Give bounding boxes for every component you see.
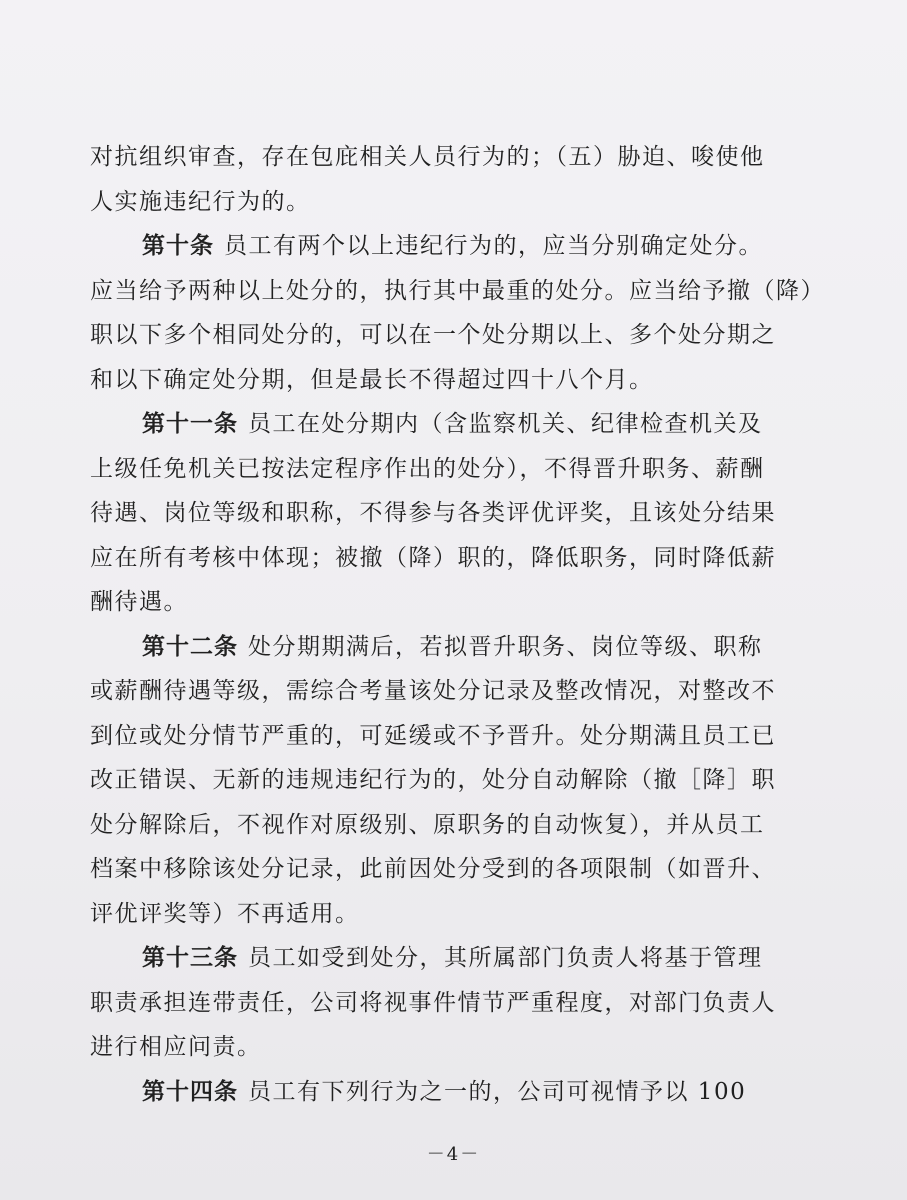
text-line: 员工在处分期内（含监察机关、纪律检查机关及 (248, 411, 763, 437)
paragraph (90, 135, 815, 224)
text-line: 员工有下列行为之一的，公司可视情予以 100 (248, 1078, 747, 1105)
article-heading: 第十三条 (142, 945, 238, 971)
text-line: 对抗组织审查，存在包庇相关人员行为的；（五）胁迫、唆使他 (90, 144, 765, 170)
text-line: 改正错误、无新的违规违纪行为的，处分自动解除（撤［降］职 (90, 767, 776, 793)
text-line: 应在所有考核中体现；被撤（降）职的，降低职务，同时降低薪 (90, 544, 776, 571)
text-line: 待遇、岗位等级和职称，不得参与各类评优评奖，且该处分结果 (90, 500, 776, 526)
text-line: 员工如受到处分，其所属部门负责人将基于管理 (248, 945, 763, 971)
article-13 (90, 936, 815, 1070)
text-line: 处分解除后，不视作对原级别、原职务的自动恢复），并从员工 (90, 811, 765, 838)
document-body (90, 135, 825, 1114)
text-line: 员工有两个以上违纪行为的，应当分别确定处分。 (224, 233, 763, 259)
article-heading: 第十条 (142, 233, 214, 259)
text-line: 职责承担连带责任，公司将视事件情节严重程度，对部门负责人 (90, 989, 776, 1016)
article-heading: 第十一条 (142, 411, 238, 437)
text-line: 或薪酬待遇等级，需综合考量该处分记录及整改情况，对整改不 (90, 678, 776, 704)
text-line: 酬待遇。 (90, 589, 188, 615)
article-heading: 第十四条 (142, 1078, 238, 1105)
article-10 (90, 224, 825, 402)
text-line: 应当给予两种以上处分的，执行其中最重的处分。应当给予撤（降） (90, 277, 825, 304)
text-line: 人实施违纪行为的。 (90, 188, 311, 215)
page-number: －4－ (426, 1144, 481, 1165)
article-11 (90, 402, 815, 625)
text-line: 档案中移除该处分记录，此前因处分受到的各项限制（如晋升、 (90, 856, 776, 882)
text-line: 进行相应问责。 (90, 1034, 262, 1060)
article-heading: 第十二条 (142, 633, 238, 660)
article-14 (90, 1070, 815, 1115)
text-line: 处分期期满后，若拟晋升职务、岗位等级、职称 (248, 633, 763, 660)
text-line: 到位或处分情节严重的，可延缓或不予晋升。处分期满且员工已 (90, 722, 776, 749)
text-line: 评优评奖等）不再适用。 (90, 900, 360, 927)
text-line: 职以下多个相同处分的，可以在一个处分期以上、多个处分期之 (90, 322, 776, 348)
article-12 (90, 625, 815, 937)
text-line: 和以下确定处分期，但是最长不得超过四十八个月。 (90, 366, 654, 393)
text-line: 上级任免机关已按法定程序作出的处分），不得晋升职务、薪酬 (90, 455, 765, 482)
